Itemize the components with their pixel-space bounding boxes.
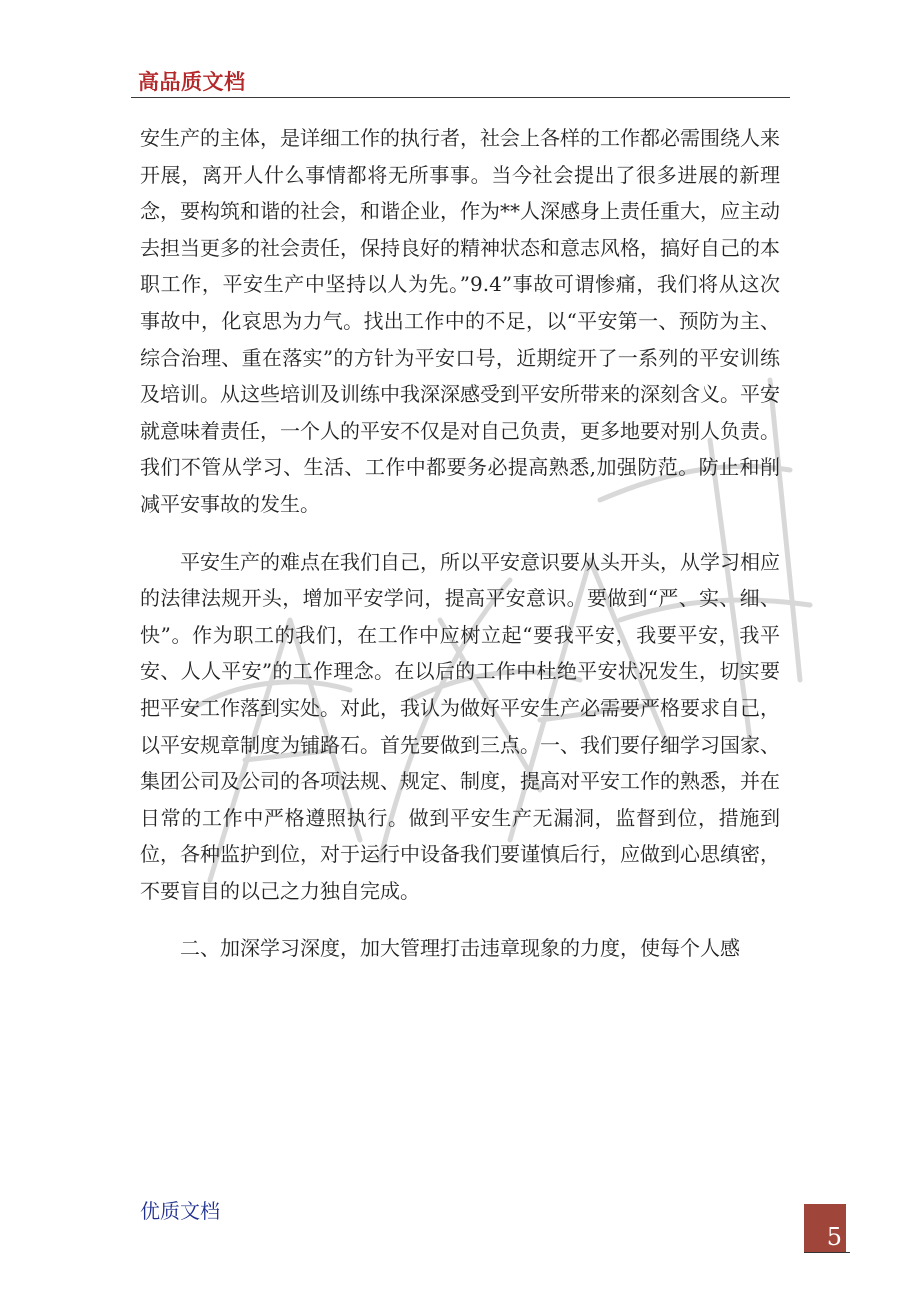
- body-paragraph-2: 平安生产的难点在我们自己，所以平安意识要从头开头，从学习相应的法律法规开头，增加平安学问，提高平安意识。要做到“严、实、细、快”。作为职工的我们，在工作中应树立起“要我平安，我要平安，我平安、人人平安”的工作理念。在以后的工作中杜绝平安状况发生，切实要把平安工作落到实处。对此，我认为做好平安生产必需要严格要求自己，以平安规章制度为铺路石。首先要做到三点。一、我们要仔细学习国家、集团公司及公司的各项法规、规定、制度，提高对平安工作的熟悉，并在日常的工作中严格遵照执行。做到平安生产无漏洞，监督到位，措施到位，各种监护到位，对于运行中设备我们要谨慎后行，应做到心思缜密，不要盲目的以己之力独自完成。: [140, 549, 780, 903]
- document-body: [140, 120, 780, 967]
- body-paragraph-1: 安生产的主体，是详细工作的执行者，社会上各样的工作都必需围绕人来开展，离开人什么事情都将无所事事。当今社会提出了很多进展的新理念，要构筑和谐的社会，和谐企业，作为**人深感身上责任重大，应主动去担当更多的社会责任，保持良好的精神状态和意志风格，搞好自己的本职工作，平安生产中坚持以人为先。”9.4”事故可谓惨痛，我们将从这次事故中，化哀思为力气。找出工作中的不足，以“平安第一、预防为主、综合治理、重在落实”的方针为平安口号，近期绽开了一系列的平安训练及培训。从这些培训及训练中我深深感受到平安所带来的深刻含义。平安就意味着责任，一个人的平安不仅是对自己负责，更多地要对别人负责。我们不管从学习、生活、工作中都要务必提高熟悉,加强防范。防止和削减平安事故的发生。: [140, 126, 780, 516]
- page-number: 5: [826, 1223, 842, 1251]
- document-header-title: 高品质文档: [138, 70, 246, 94]
- page-number-badge: [804, 1204, 846, 1252]
- page-number-underline: [804, 1252, 850, 1253]
- document-footer-title: 优质文档: [140, 1199, 220, 1223]
- body-paragraph-3: 二、加深学习深度，加大管理打击违章现象的力度，使每个人感: [180, 936, 740, 961]
- header-divider: [131, 97, 790, 98]
